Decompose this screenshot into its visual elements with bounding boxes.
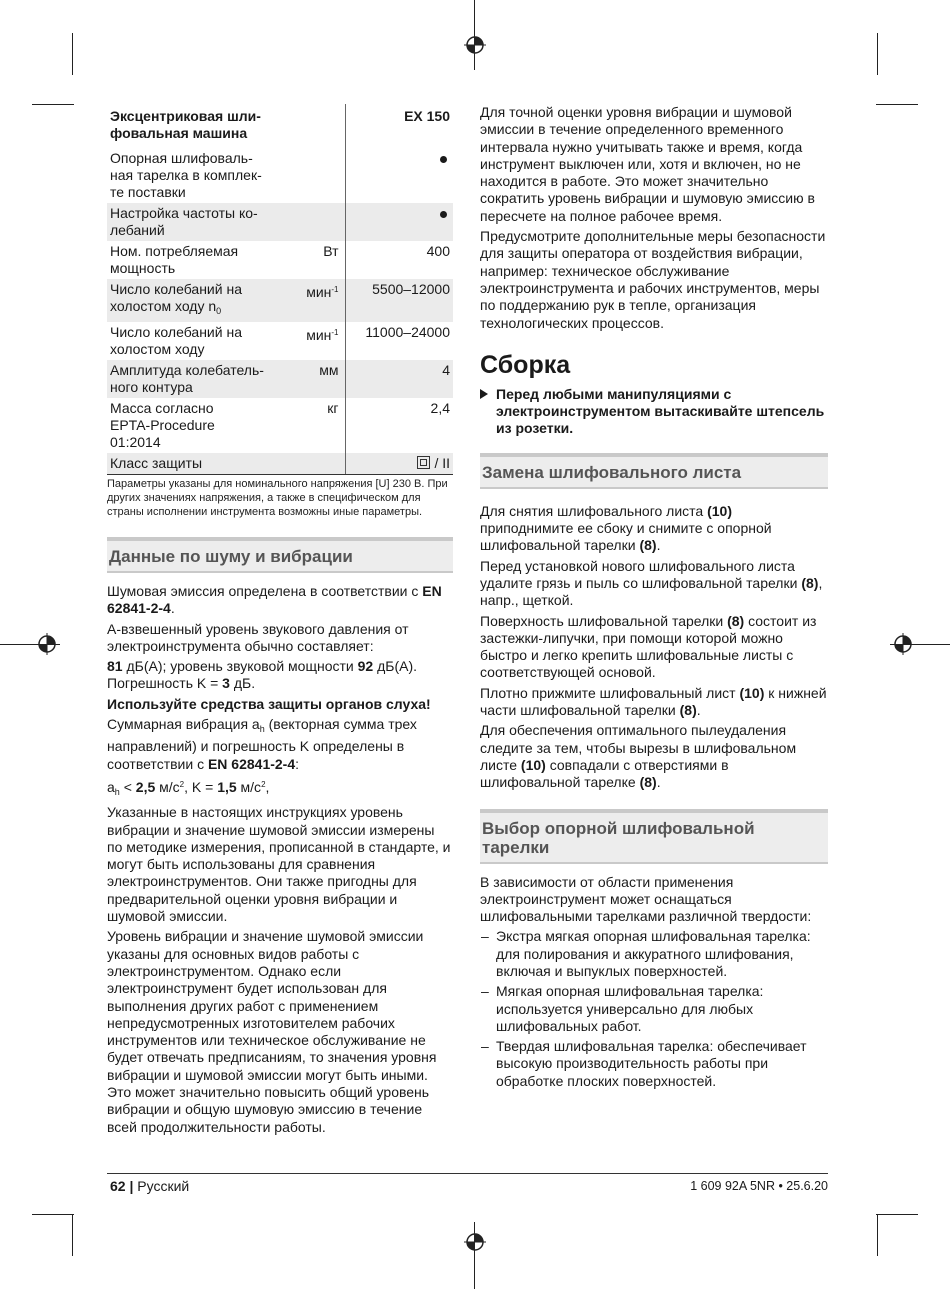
section-heading-sanding-sheet: Замена шлифовального листа: [480, 453, 828, 489]
table-footnote: Параметры указаны для номинального напряжения [U] 230 В. При других значениях напряжения, а также в специфическом для страны исполнении инструмента возможны иные параметры.: [107, 478, 448, 518]
paragraph: Поверхность шлифовальной тарелки (8) состоит из застежки-липучки, при помощи которой можно быстро и легко крепить шлифовальные листы с соответствующей основой.: [480, 612, 817, 681]
crop-mark-bottom-right-h: [876, 1214, 918, 1215]
footer-separator: |: [129, 1178, 134, 1194]
list-item: – Твердая шлифовальная тарелка: обеспечивает высокую производительность работы при обработке плоских поверхностей.: [481, 1038, 807, 1089]
paragraph: Уровень вибрации и значение шумовой эмиссии указаны для основных видов работы с электроинструментом. Однако если электроинструмент будет использован для выполнения других работ с применением непредусмотренных изготовителем рабочих инструментов или техническое обслуживание не будет отвечать предписаниям, то значения уровня вибрации и шумовой эмиссии могут быть иными. Это может значительно повысить общий уровень вибрации и общую шумовую эмиссию в течение всей продолжительности работы.: [107, 928, 437, 1135]
paragraph: Указанные в настоящих инструкциях уровень вибрации и значение шумовой эмиссии измерены по методике измерения, прописанной в стандарте, и могут быть использованы для сравнения электроинструментов. Они также пригодны для предварительной оценки уровня вибрации и шумовой эмиссии.: [107, 804, 451, 925]
paragraph: Перед установкой нового шлифовального листа удалите грязь и пыль со шлифовальной тарелки (8), напр., щеткой.: [480, 557, 823, 609]
paragraph: Для обеспечения оптимального пылеудаления следите за тем, чтобы вырезы в шлифовальном листе (10) совпадали с отверстиями в шлифовальной тарелке (8).: [480, 722, 797, 791]
table-row: Ном. потребляемая мощность Вт 400: [107, 241, 453, 279]
paragraph: В зависимости от области применения электроинструмент может оснащаться шлифовальными тарелками различной твердости:: [480, 873, 812, 925]
assembly-heading: Сборка: [480, 350, 571, 379]
footer-language: Русский: [137, 1178, 190, 1194]
warning-bullet: Перед любыми манипуляциями с электроинструментом вытаскивайте штепсель из розетки.: [480, 386, 828, 438]
footer-rule: [107, 1173, 828, 1174]
footer-code: 1 609 92A 5NR • 25.6.20: [690, 1179, 828, 1193]
paragraph: Плотно прижмите шлифовальный лист (10) к нижней части шлифовальной тарелки (8).: [480, 684, 827, 719]
paragraph: А-взвешенный уровень звукового давления от электроинструмента обычно составляет:: [107, 620, 409, 654]
page-number: 62: [110, 1178, 126, 1194]
table-row: Настройка частоты ко- лебаний: [107, 203, 453, 241]
table-header-row: [107, 104, 453, 148]
paragraph: Для снятия шлифовального листа (10) приподнимите ее сбоку и снимите с опорной шлифовальной тарелки (8).: [480, 502, 772, 554]
included-dot-icon: [440, 156, 447, 163]
included-dot-icon: [440, 211, 447, 218]
left-column: [107, 104, 453, 1139]
registration-mark-top-icon: [464, 34, 486, 56]
table-row: Число колебаний на холостом ходу мин$^{-1}$ 11000–24000: [107, 322, 453, 360]
paragraph: 81 дБ(A); уровень звуковой мощности 92 дБ(A). Погрешность K = 3 дБ.: [107, 658, 418, 692]
crop-mark-top-right-v: [877, 33, 878, 75]
protection-class-icon: [417, 456, 430, 469]
footer-left: [110, 1178, 189, 1195]
paragraph: Для точной оценки уровня вибрации и шумовой эмиссии в течение определенного временного интервала нужно учитывать также и время, когда инструмент выключен или, хотя и включен, но не находится в работе. Это может значительно сократить уровень вибрации и шумовую эмиссию в пересчете на полное рабочее время.: [480, 104, 815, 224]
table-row: Амплитуда колебатель- ного контура мм 4: [107, 360, 453, 398]
section-heading-noise: Данные по шуму и вибрации: [107, 537, 453, 573]
list-item: – Экстра мягкая опорная шлифовальная тарелка: для полирования и аккуратного шлифования, включая и выпуклых поверхностей.: [481, 928, 811, 979]
list-item: – Мягкая опорная шлифовальная тарелка: используется универсально для любых шлифовальных работ.: [481, 983, 764, 1034]
crop-mark-bottom-left-h: [32, 1214, 74, 1215]
right-column: [480, 104, 828, 1093]
section-heading-backing-pad: Выбор опорной шлифовальной тарелки: [480, 809, 828, 864]
table-model: EX 150: [404, 108, 450, 124]
paragraph-bold: Используйте средства защиты органов слуха!: [107, 695, 431, 712]
spec-table: [107, 104, 453, 475]
paragraph: $a_h < 2,5$ $м/с^2$, K = 1,5 $м/с^2$,: [107, 778, 270, 797]
table-row: Число колебаний на холостом ходу $n_0$ мин$^{-1}$ 5500–12000: [107, 279, 453, 322]
paragraph: Шумовая эмиссия определена в соответствии с EN 62841-2-4.: [107, 583, 442, 617]
table-header-label: Эксцентриковая шли- фовальная машина: [110, 108, 261, 141]
crop-mark-top-left-v: [72, 33, 73, 75]
table-row: Опорная шлифоваль- ная тарелка в комплек- те поставки: [107, 148, 453, 203]
crop-mark-bottom-left-v: [72, 1214, 73, 1256]
triangle-bullet-icon: [480, 389, 488, 399]
table-row: Класс защиты / II: [107, 453, 453, 475]
crop-mark-bottom-right-v: [877, 1214, 878, 1256]
registration-mark-left-icon: [36, 633, 58, 655]
crop-mark-top-right-h: [876, 104, 918, 105]
table-row: Масса согласно EPTA-Procedure 01:2014 кг 2,4: [107, 398, 453, 453]
paragraph: Предусмотрите дополнительные меры безопасности для защиты оператора от воздействия вибрации, например: техническое обслуживание электроинструмента и рабочих инструментов, меры по поддержанию рук в тепле, организация технологических процессов.: [480, 228, 826, 331]
registration-mark-bottom-icon: [464, 1231, 486, 1253]
crop-mark-top-left-h: [32, 104, 74, 105]
registration-mark-right-icon: [892, 633, 914, 655]
paragraph: Суммарная вибрация $a_h$ (векторная сумма трех направлений) и погрешность K определены в соответствии с EN 62841-2-4:: [107, 716, 417, 772]
